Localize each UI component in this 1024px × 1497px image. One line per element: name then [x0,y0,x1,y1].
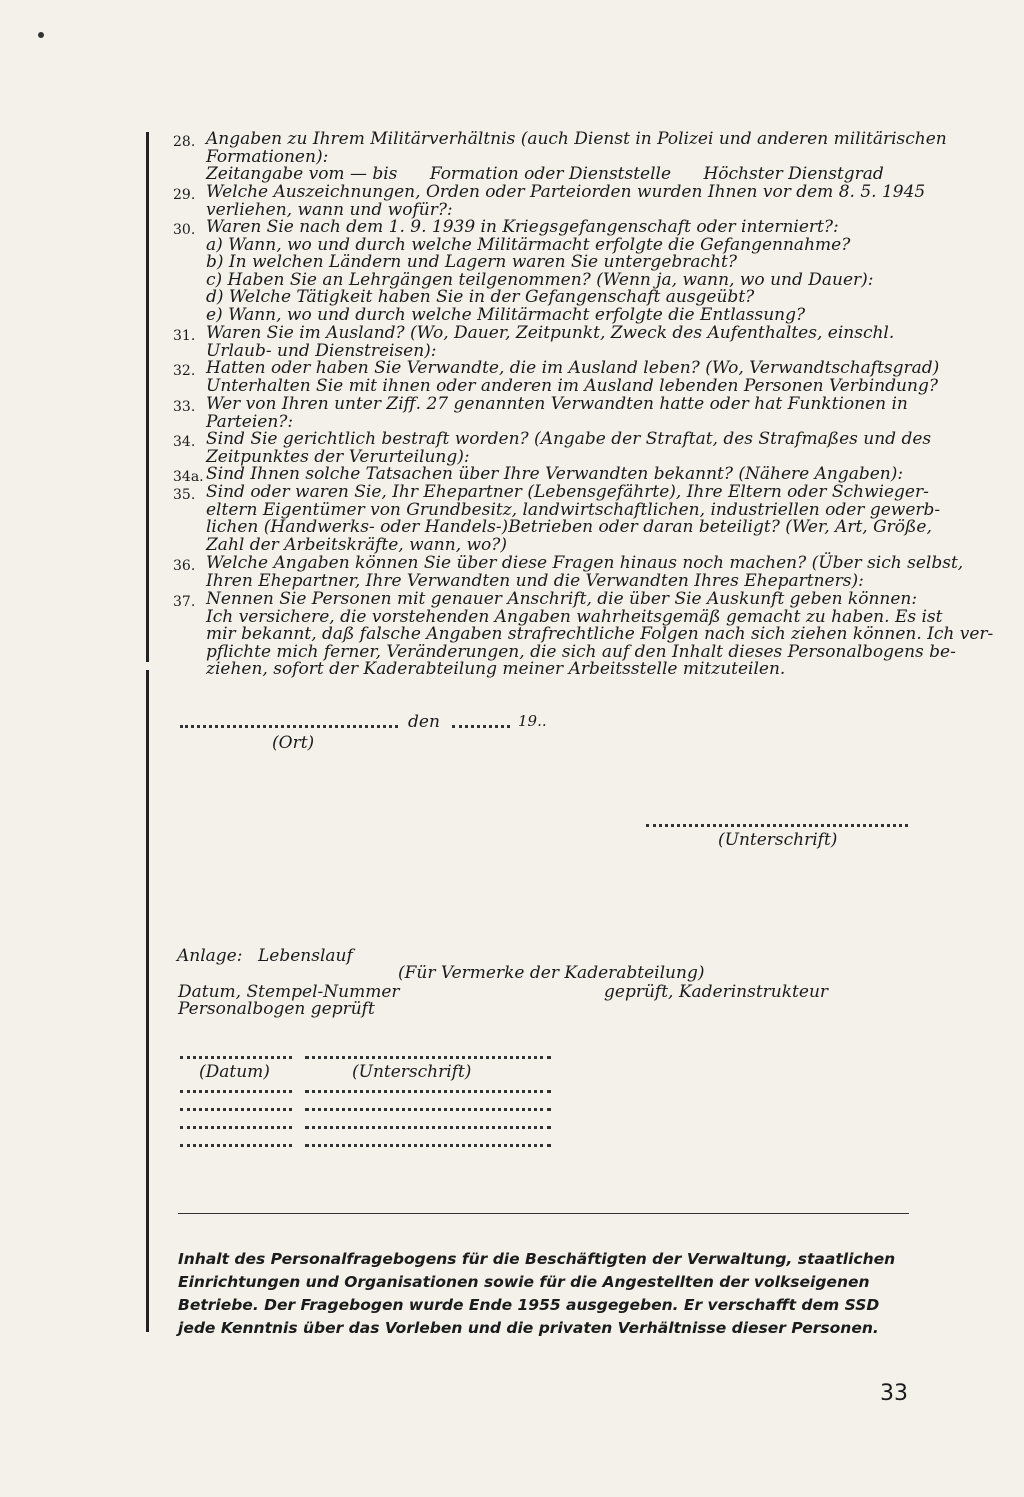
question-line: Unterhalten Sie mit ihnen oder anderen im Ausland lebenden Personen Verbindung? [206,375,938,396]
question-number: 30. [173,222,196,238]
question-text [206,219,886,325]
datum-stempel-label: Datum, Stempel-Nummer [178,982,400,1002]
question-line: Waren Sie nach dem 1. 9. 1939 in Kriegsgefangenschaft oder interniert?: [206,217,839,237]
question-number: 32. [173,363,196,379]
question-line: Ich versichere, die vorstehenden Angaben wahrheitsgemäß gemacht zu haben. Es ist [206,606,943,627]
question-line: Urlaub- und Dienstreisen): [206,340,437,361]
place-blank [180,725,398,728]
question-subline: c) Haben Sie an Lehrgängen teilgenommen? (Wenn ja, wann, wo und Dauer): [206,269,874,290]
question-number: 33. [173,399,196,415]
anlage-value: Lebenslauf [258,946,353,966]
question-line: ziehen, sofort der Kaderabteilung meiner Arbeitsstelle mitzuteilen. [206,659,786,680]
caption-line: Betriebe. Der Fragebogen wurde Ende 1955 ausgegeben. Er verschafft dem SSD [178,1296,880,1314]
caption-line: Einrichtungen und Organisationen sowie für die Angestellten der volkseigenen [178,1273,870,1291]
unterschrift-blank [305,1126,551,1129]
question-text [206,182,926,220]
question-text [206,323,895,361]
question-number: 34a. [173,469,204,485]
question-line: eltern Eigentümer von Grundbesitz, landwirtschaftlichen, industriellen oder gewerb- [206,499,941,520]
question-text [206,482,941,555]
question-line: Ihren Ehepartner, Ihre Verwandten und die Verwandten Ihres Ehepartners): [206,570,864,591]
question-line: Formationen): [206,146,329,167]
unterschrift-blank [305,1090,551,1093]
question-line: mir bekannt, daß falsche Angaben strafrechtliche Folgen nach sich ziehen können. Ich ver- [206,624,994,645]
question-number: 37. [173,594,196,610]
unterschrift-blank [305,1056,551,1059]
question-number: 34. [173,434,196,450]
question-line: Hatten oder haben Sie Verwandte, die im Ausland leben? (Wo, Verwandtschaftsgrad) [206,358,940,378]
col-unterschrift-label: (Unterschrift) [352,1062,472,1082]
question-line: lichen (Handwerks- oder Handels-)Betrieben oder daran beteiligt? (Wer, Art, Größe, [206,517,932,538]
unterschrift-blank [305,1144,551,1147]
question-text [206,553,964,591]
question-line: Angaben zu Ihrem Militärverhältnis (auch Dienst in Polizei und anderen militärischen [206,129,947,149]
question-line: Nennen Sie Personen mit genauer Anschrift, die über Sie Auskunft geben können: [206,589,918,609]
caption-line: Inhalt des Personalfragebogens für die Beschäftigten der Verwaltung, staatlichen [178,1250,896,1268]
caption [178,1248,913,1340]
col-datum-label: (Datum) [199,1062,270,1082]
question-line: Zeitpunktes der Verurteilung): [206,446,470,467]
margin-rule-top [146,132,149,662]
question-number: 31. [173,328,196,344]
question-text [206,429,932,467]
year-prefix: 19.. [518,712,547,730]
caption-line: jede Kenntnis über das Vorleben und die privaten Verhältnisse dieser Personen. [178,1319,879,1337]
question-line: verliehen, wann und wofür?: [206,199,453,220]
question-number: 28. [173,134,196,150]
anlage-label: Anlage: [177,946,243,966]
question-line: Waren Sie im Ausland? (Wo, Dauer, Zeitpunkt, Zweck des Aufenthaltes, einschl. [206,323,895,343]
question-line: Sind Ihnen solche Tatsachen über Ihre Verwandten bekannt? (Nähere Angaben): [206,464,904,484]
question-text [206,589,994,680]
question-text [206,464,904,484]
question-line: Parteien?: [206,411,294,432]
question-text [206,358,940,396]
question-text [206,129,947,185]
datum-blank [180,1090,292,1093]
question-subline: d) Welche Tätigkeit haben Sie in der Gefangenschaft ausgeübt? [206,287,755,308]
question-subline: e) Wann, wo und durch welche Militärmacht erfolgte die Entlassung? [206,304,806,325]
signature-blank [646,824,908,827]
datum-blank [180,1056,292,1059]
datum-blank [180,1144,292,1147]
question-line: Zahl der Arbeitskräfte, wann, wo?) [206,534,508,555]
question-line: Sind Sie gerichtlich bestraft worden? (Angabe der Straftat, des Strafmaßes und des [206,429,932,449]
page-number: 33 [880,1381,908,1406]
question-number: 35. [173,487,196,503]
question-number: 36. [173,558,196,574]
question-subline: a) Wann, wo und durch welche Militärmacht erfolgte die Gefangennahme? [206,234,851,255]
question-line: pflichte mich ferner, Veränderungen, die sich auf den Inhalt dieses Personalbogens be- [206,641,956,662]
datum-blank [180,1108,292,1111]
unterschrift-blank [305,1108,551,1111]
margin-rule-bottom [146,670,149,1332]
question-line: Zeitangabe vom — bis Formation oder Dienststelle Höchster Dienstgrad [206,164,884,185]
question-line: Welche Angaben können Sie über diese Fragen hinaus noch machen? (Über sich selbst, [206,553,964,573]
datum-blank [180,1126,292,1129]
den-label: den [408,712,440,732]
margin-dot [38,32,44,38]
day-blank [452,725,510,728]
question-text [206,394,908,432]
geprueft-instrukteur-label: geprüft, Kaderinstrukteur [604,982,829,1002]
vermerke-label: (Für Vermerke der Kaderabteilung) [398,963,705,983]
question-line: Sind oder waren Sie, Ihr Ehepartner (Lebensgefährte), Ihre Eltern oder Schwieger- [206,482,929,502]
section-divider [178,1213,909,1214]
question-line: Wer von Ihren unter Ziff. 27 genannten Verwandten hatte oder hat Funktionen in [206,394,908,414]
place-label: (Ort) [272,733,315,753]
signature-label: (Unterschrift) [718,830,838,850]
question-subline: b) In welchen Ländern und Lagern waren Sie untergebracht? [206,252,737,273]
personalbogen-label: Personalbogen geprüft [178,999,375,1019]
question-line: Welche Auszeichnungen, Orden oder Parteiorden wurden Ihnen vor dem 8. 5. 1945 [206,182,926,202]
question-number: 29. [173,187,196,203]
